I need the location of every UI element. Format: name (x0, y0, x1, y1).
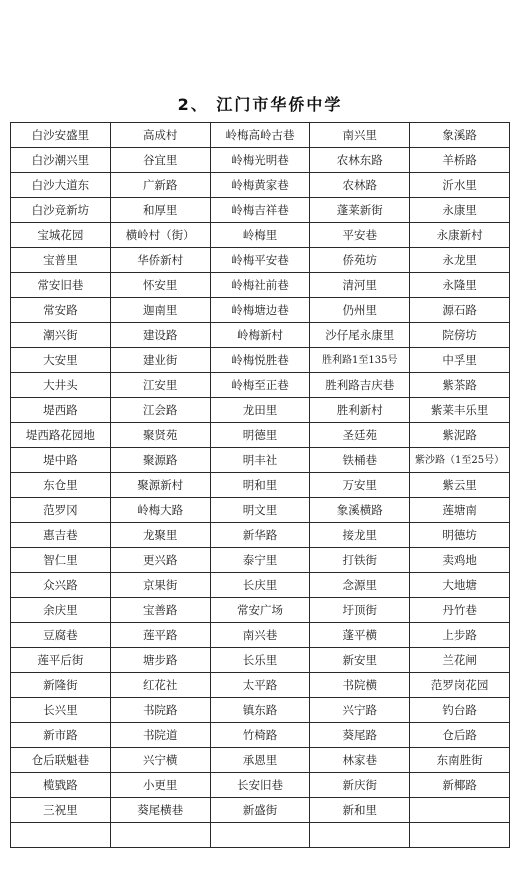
table-cell: 竹椅路 (210, 723, 310, 748)
table-cell: 常安路 (11, 298, 111, 323)
table-cell: 书院横 (310, 673, 410, 698)
table-row (11, 323, 510, 348)
table-cell: 常安广场 (210, 598, 310, 623)
table-cell: 更兴路 (110, 548, 210, 573)
table-cell: 谷宜里 (110, 148, 210, 173)
table-cell: 岭梅塘边巷 (210, 298, 310, 323)
table-cell: 怀安里 (110, 273, 210, 298)
table-cell: 白沙潮兴里 (11, 148, 111, 173)
table-row (11, 223, 510, 248)
table-cell: 清河里 (310, 273, 410, 298)
table-cell: 象溪路 (410, 123, 510, 148)
table-cell: 兰花闸 (410, 648, 510, 673)
table-cell: 惠吉巷 (11, 523, 111, 548)
table-cell: 大安里 (11, 348, 111, 373)
table-cell: 平安巷 (310, 223, 410, 248)
table-row (11, 773, 510, 798)
table-cell: 兴宁横 (110, 748, 210, 773)
table-cell: 宝城花园 (11, 223, 111, 248)
table-cell: 豆腐巷 (11, 623, 111, 648)
table-cell: 龙田里 (210, 398, 310, 423)
table-row (11, 123, 510, 148)
table-cell: 圣廷苑 (310, 423, 410, 448)
table-row (11, 573, 510, 598)
table-cell: 镇东路 (210, 698, 310, 723)
table-cell: 江安里 (110, 373, 210, 398)
table-row (11, 173, 510, 198)
table-row (11, 823, 510, 848)
table-cell: 万安里 (310, 473, 410, 498)
table-cell: 明和里 (210, 473, 310, 498)
table-cell (11, 823, 111, 848)
table-cell: 岭梅里 (210, 223, 310, 248)
table-cell: 岭梅光明巷 (210, 148, 310, 173)
table-row (11, 298, 510, 323)
table-cell: 堤西路花园地 (11, 423, 111, 448)
table-cell: 和厚里 (110, 198, 210, 223)
table-cell: 林家巷 (310, 748, 410, 773)
table-cell: 太平路 (210, 673, 310, 698)
table-cell: 兴宁路 (310, 698, 410, 723)
table-row (11, 398, 510, 423)
table-cell: 明丰社 (210, 448, 310, 473)
table-cell: 聚贤苑 (110, 423, 210, 448)
table-cell: 书院路 (110, 698, 210, 723)
table-cell: 小更里 (110, 773, 210, 798)
table-cell: 新华路 (210, 523, 310, 548)
table-cell: 三祝里 (11, 798, 111, 823)
table-cell: 卖鸡地 (410, 548, 510, 573)
table-row (11, 273, 510, 298)
table-cell: 泰宁里 (210, 548, 310, 573)
table-cell: 农林东路 (310, 148, 410, 173)
table-cell: 南兴里 (310, 123, 410, 148)
table-cell: 明德坊 (410, 523, 510, 548)
table-row (11, 423, 510, 448)
table-cell: 岭梅吉祥巷 (210, 198, 310, 223)
table-cell: 京果街 (110, 573, 210, 598)
table-cell: 蓬莱新街 (310, 198, 410, 223)
table-cell: 农林路 (310, 173, 410, 198)
table-cell: 范罗岗花园 (410, 673, 510, 698)
table-cell: 莲平路 (110, 623, 210, 648)
table-cell: 念源里 (310, 573, 410, 598)
table-cell: 堤西路 (11, 398, 111, 423)
table-row (11, 498, 510, 523)
table-cell: 仓后路 (410, 723, 510, 748)
table-cell: 仓后联魁巷 (11, 748, 111, 773)
table-cell: 长安旧巷 (210, 773, 310, 798)
table-cell (110, 823, 210, 848)
table-cell: 源石路 (410, 298, 510, 323)
table-cell: 紫茶路 (410, 373, 510, 398)
table-row (11, 723, 510, 748)
table-cell: 余庆里 (11, 598, 111, 623)
table-cell: 明德里 (210, 423, 310, 448)
table-cell: 聚源路 (110, 448, 210, 473)
table-cell: 新市路 (11, 723, 111, 748)
table-cell: 铁桶巷 (310, 448, 410, 473)
table-cell: 白沙安盛里 (11, 123, 111, 148)
table-cell: 大地塘 (410, 573, 510, 598)
table-cell: 象溪横路 (310, 498, 410, 523)
table-cell: 永康新村 (410, 223, 510, 248)
table-cell: 建业街 (110, 348, 210, 373)
table-cell (210, 823, 310, 848)
table-cell: 岭梅黄家巷 (210, 173, 310, 198)
table-cell: 圩顶街 (310, 598, 410, 623)
table-row (11, 198, 510, 223)
table-cell: 永龙里 (410, 248, 510, 273)
table-cell: 承恩里 (210, 748, 310, 773)
table-cell: 新和里 (310, 798, 410, 823)
table-cell: 新盛街 (210, 798, 310, 823)
table-row (11, 748, 510, 773)
table-row (11, 148, 510, 173)
table-cell: 书院道 (110, 723, 210, 748)
street-table-body (11, 123, 510, 848)
table-cell: 蓬平横 (310, 623, 410, 648)
table-cell: 智仁里 (11, 548, 111, 573)
table-cell: 宝普里 (11, 248, 111, 273)
table-cell: 上步路 (410, 623, 510, 648)
table-cell: 潮兴街 (11, 323, 111, 348)
table-cell: 新安里 (310, 648, 410, 673)
table-cell: 新庆街 (310, 773, 410, 798)
table-cell: 南兴巷 (210, 623, 310, 648)
table-row (11, 648, 510, 673)
table-row (11, 548, 510, 573)
table-cell: 葵尾路 (310, 723, 410, 748)
table-cell (310, 823, 410, 848)
table-cell: 紫泥路 (410, 423, 510, 448)
table-row (11, 248, 510, 273)
table-cell: 永康里 (410, 198, 510, 223)
table-row (11, 698, 510, 723)
table-cell: 众兴路 (11, 573, 111, 598)
table-cell: 羊桥路 (410, 148, 510, 173)
table-cell: 莲平后街 (11, 648, 111, 673)
table-cell: 侨苑坊 (310, 248, 410, 273)
table-cell: 打铁街 (310, 548, 410, 573)
table-row (11, 523, 510, 548)
table-row (11, 373, 510, 398)
table-cell: 横岭村（街） (110, 223, 210, 248)
table-cell: 丹竹巷 (410, 598, 510, 623)
table-cell: 白沙竞新坊 (11, 198, 111, 223)
table-row (11, 798, 510, 823)
table-cell: 沙仔尾永康里 (310, 323, 410, 348)
table-cell: 东南胜街 (410, 748, 510, 773)
table-cell: 明文里 (210, 498, 310, 523)
table-cell: 江会路 (110, 398, 210, 423)
table-cell: 岭梅平安巷 (210, 248, 310, 273)
page-title: 2、 江门市华侨中学 (177, 95, 343, 114)
table-cell: 聚源新村 (110, 473, 210, 498)
table-cell: 红花社 (110, 673, 210, 698)
table-cell: 东仓里 (11, 473, 111, 498)
table-cell: 钓台路 (410, 698, 510, 723)
table-cell: 范罗冈 (11, 498, 111, 523)
table-cell: 接龙里 (310, 523, 410, 548)
table-cell: 白沙大道东 (11, 173, 111, 198)
table-cell: 建设路 (110, 323, 210, 348)
table-cell: 岭梅社前巷 (210, 273, 310, 298)
table-cell: 胜利路吉庆巷 (310, 373, 410, 398)
table-cell: 岭梅悦胜巷 (210, 348, 310, 373)
table-cell: 院傍坊 (410, 323, 510, 348)
table-cell: 紫云里 (410, 473, 510, 498)
table-cell: 龙聚里 (110, 523, 210, 548)
table-cell: 高成村 (110, 123, 210, 148)
table-cell: 岭梅至正巷 (210, 373, 310, 398)
table-cell: 胜利路1至135号 (310, 348, 410, 373)
table-cell (410, 823, 510, 848)
table-cell: 榄戥路 (11, 773, 111, 798)
table-cell: 新椰路 (410, 773, 510, 798)
table-row (11, 473, 510, 498)
table-cell: 塘步路 (110, 648, 210, 673)
table-cell: 岭梅新村 (210, 323, 310, 348)
table-cell: 莲塘南 (410, 498, 510, 523)
table-cell: 紫沙路（1至25号） (410, 448, 510, 473)
table-cell: 仍州里 (310, 298, 410, 323)
table-cell: 堤中路 (11, 448, 111, 473)
table-cell: 紫莱丰乐里 (410, 398, 510, 423)
table-cell: 广新路 (110, 173, 210, 198)
street-table (10, 122, 510, 848)
table-cell: 胜利新村 (310, 398, 410, 423)
table-cell: 永隆里 (410, 273, 510, 298)
table-cell: 宝善路 (110, 598, 210, 623)
table-cell: 常安旧巷 (11, 273, 111, 298)
table-cell: 葵尾横巷 (110, 798, 210, 823)
table-cell: 长庆里 (210, 573, 310, 598)
table-row (11, 448, 510, 473)
table-row (11, 673, 510, 698)
table-cell: 岭梅高岭古巷 (210, 123, 310, 148)
table-row (11, 348, 510, 373)
table-cell (410, 798, 510, 823)
table-row (11, 623, 510, 648)
table-cell: 迦南里 (110, 298, 210, 323)
table-cell: 新隆街 (11, 673, 111, 698)
table-cell: 岭梅大路 (110, 498, 210, 523)
table-cell: 长乐里 (210, 648, 310, 673)
table-row (11, 598, 510, 623)
table-cell: 沂水里 (410, 173, 510, 198)
table-cell: 中孚里 (410, 348, 510, 373)
table-cell: 长兴里 (11, 698, 111, 723)
table-cell: 大井头 (11, 373, 111, 398)
table-cell: 华侨新村 (110, 248, 210, 273)
